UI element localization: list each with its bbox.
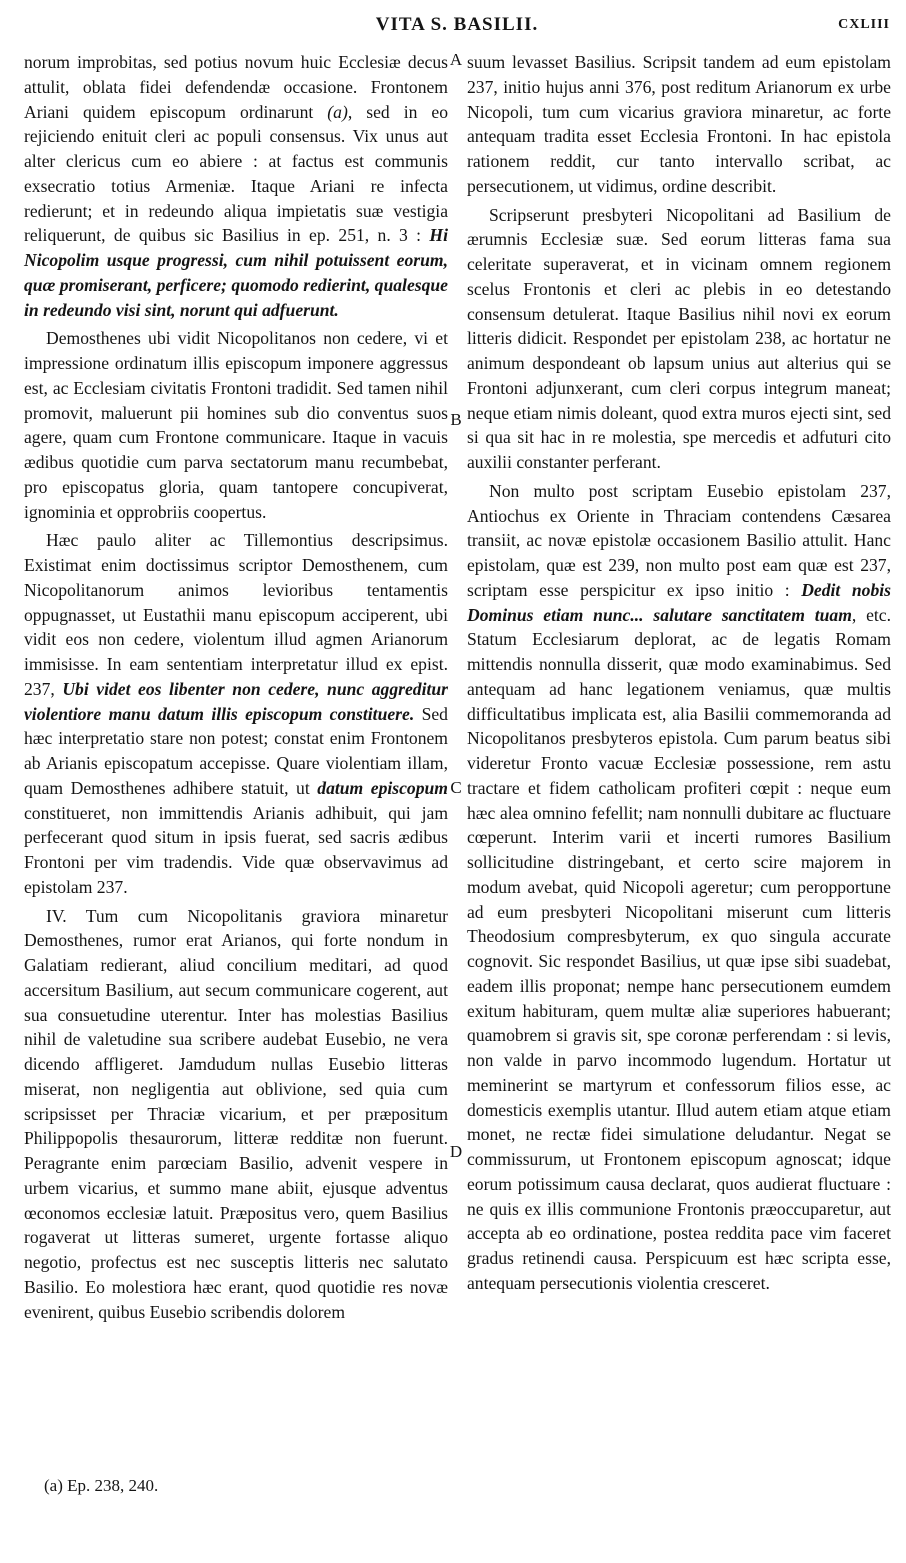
- margin-marker-c: C: [450, 778, 462, 797]
- paragraph: norum improbitas, sed potius novum huic Ecclesiæ decus attulit, oblata fidei defendendæ occasione. Frontonem Ariani quidem episcopum ordinarunt (a), sed in eo rejiciendo enituit cleri ac populi consensus. Vix unus aut alter clericus cum eo abiere : at factus est communis exsecratio totius Armeniæ. Itaque Ariani re infecta redierunt; et in redeundo aliqua impietatis suæ vestigia reliquerunt, de quibus sic Basilius in ep. 251, n. 3 : Hi Nicopolim usque progressi, cum nihil potuissent eorum, quæ promiserant, perficere; quomodo redierint, qualesque in redeundo visi sint, norunt qui adfuerunt.: [24, 52, 448, 320]
- margin-marker-b: B: [450, 410, 462, 429]
- margin-marker-a: A: [449, 50, 463, 69]
- right-column: [467, 50, 891, 1300]
- page-number: CXLIII: [838, 17, 890, 32]
- paragraph: Hæc paulo aliter ac Tillemontius descripsimus. Existimat enim doctissimus scriptor Demosthenem, cum Nicopolitanorum animos levioribus tentamentis oppugnasset, ut Eustathii manu episcopum acciperent, ubi vidit eos non cedere, violentum illud agmen Arianorum immisisse. In eam sententiam interpretatur illud ex epist. 237, Ubi videt eos libenter non cedere, nunc aggreditur violentiore manu datum illis episcopum constituere. Sed hæc interpretatio stare non potest; constat enim Frontonem ab Arianis episcopatum accepisse. Quare violentiam illam, quam Demosthenes adhibere statuit, ut datum episcopum constitueret, non immittendis Arianis adhibuit, qui jam perfecerant quod situm in ipsis fuerat, sed sacris ædibus Frontoni per vim tradendis. Vide quæ observavimus ad epistolam 237.: [24, 530, 449, 897]
- page-header: [24, 14, 890, 40]
- paragraph: Non multo post scriptam Eusebio epistolam 237, Antiochus ex Oriente in Thraciam contendens Cæsarea transiit, ac novæ epistolæ occasionem Basilio attulit. Hanc epistolam, quæ est 239, non multo post eam quæ est 237, scriptam esse perspicitur ex ipso initio : Dedit nobis Dominus etiam nunc... salutare sanctitatem tuam, etc. Statum Ecclesiarum deplorat, ac de legatis Romam mittendis nonnulla disserit, quæ modo examinabimus. Sed antequam ad hanc legationem veniamus, quæ multis difficultatibus implicata est, alia Basilii commemoranda ad Nicopolitanos presbyteros epistola. Cum parum beatus sibi videretur Fronto vacuæ Ecclesiæ possessione, rem astu tractare et fidem catholicam profiteri cœpit : neque eum hæc alea omnino fefellit; nam nonnulli dubitare ac fluctuare cœperunt. Interim varii et incerti rumores Basilium sollicitudine distringebant, et certo scire majorem in modum avebat, quid Nicopoli ageretur; cum peropportune ad eum presbyteri Nicopolitani miserunt cum litteris Theodosium compresbyterum, ex quo singula accurate cognovit. Sic respondet Basilius, ut quæ ipse sibi suadebat, eadem illis proponat; nempe hanc persecutionem eumdem exitum habituram, quem multæ aliæ superiores habuerant; quamobrem si gravis sit, spe coronæ perferendam : si levis, non valde in parvo incommodo lugendum. Hortatur ut meminerint se martyrum et confessorum filios esse, ac domesticis exemplis utantur. Illud autem etiam atque etiam monet, ne rectæ fidei simulatione deludantur. Negat se commissurum, ut Frontonem episcopum agnoscat; idque eorum potissimum causa declarat, quos audierat fluctuare : ne quis ex illis communione Frontonis præoccuparetur, aut accepta ab eo ordinatione, postea reddita pace vim faceret gradus retinendi causa. Perspicuum est hæc scripta esse, antequam persecutionis violentia cresceret.: [467, 480, 891, 1293]
- margin-marker-d: D: [449, 1142, 463, 1161]
- left-column: [24, 50, 448, 1328]
- paragraph: Demosthenes ubi vidit Nicopolitanos non cedere, vi et impressione ordinatum illis episcopum imponere aggressus est, ac Ecclesiam civitatis Frontoni tradidit. Sed tamen nihil promovit, maluerunt pii homines sub dio conventus suos agere, quam cum Frontone communicare. Itaque in vacuis ædibus quotidie cum parva sectatorum manu recumbebat, pro episcopatus gloria, quam tantopere concupiverat, ignominia et opprobriis coopertus.: [24, 328, 448, 522]
- running-title: VITA S. BASILII.: [375, 14, 539, 35]
- paragraph: suum levasset Basilius. Scripsit tandem ad eum epistolam 237, initio hujus anni 376, post reditum Arianorum ex urbe Nicopoli, tum cum vicarius graviora minaretur, ac forte antequam tradita esset Ecclesia Frontoni. In hac epistola rationem reddit, cur tanto intervallo scribat, ac persecutionem, ut vidimus, ordine describit.: [467, 52, 891, 196]
- paragraph: Scripserunt presbyteri Nicopolitani ad Basilium de ærumnis Ecclesiæ suæ. Sed eorum litteras fama sua celeritate superaverat, et in vicinam omnem regionem scelus Frontonis et cleri ac plebis in eo detestando consensum detulerat. Itaque Basilius nihil novi ex eorum litteris didicit. Respondet per epistolam 238, ac hortatur ne animum despondeant ob lapsum unius aut alterius qui se Frontoni adjunxerant, cum cleri corpus integrum maneat; neque etiam nimis doleant, quod extra muros ejecti sint, sed si qua sit hac in re molestia, spe mercedis et adfuturi cito auxilii constanter perferant.: [467, 204, 891, 472]
- footnote: (a) Ep. 238, 240.: [44, 1476, 159, 1495]
- paragraph: IV. Tum cum Nicopolitanis graviora minaretur Demosthenes, rumor erat Arianos, qui forte nondum in Galatiam redierant, aliud concilium meditari, ad quod accersitum Basilium, aut secum communicare cogerent, aut sua consuetudine uterentur. Inter has molestias Basilius nihil de valetudine sua scribere audebat Eusebio, ne vera dicendo affligeret. Jamdudum nullas Eusebio litteras miserat, non negligentia aut oblivione, sed quia cum scripsisset per Thraciæ vicarium, et per præpositum Philippopolis thesaurorum, litteræ redditæ non fuerunt. Peragrante enim parœciam Basilio, advenit vespere in urbem vicarius, et summo mane abiit, ejusque adventus œconomos ecclesiæ latuit. Præpositus vero, quem Basilius rogaverat ut litteras sumeret, urgente fortasse aliquo negotio, profectus est nec susceptis litteris nec salutato Basilio. Eo molestiora hæc erant, quod quotidie res novæ evenirent, quibus Eusebio scribendis dolorem: [24, 905, 448, 1322]
